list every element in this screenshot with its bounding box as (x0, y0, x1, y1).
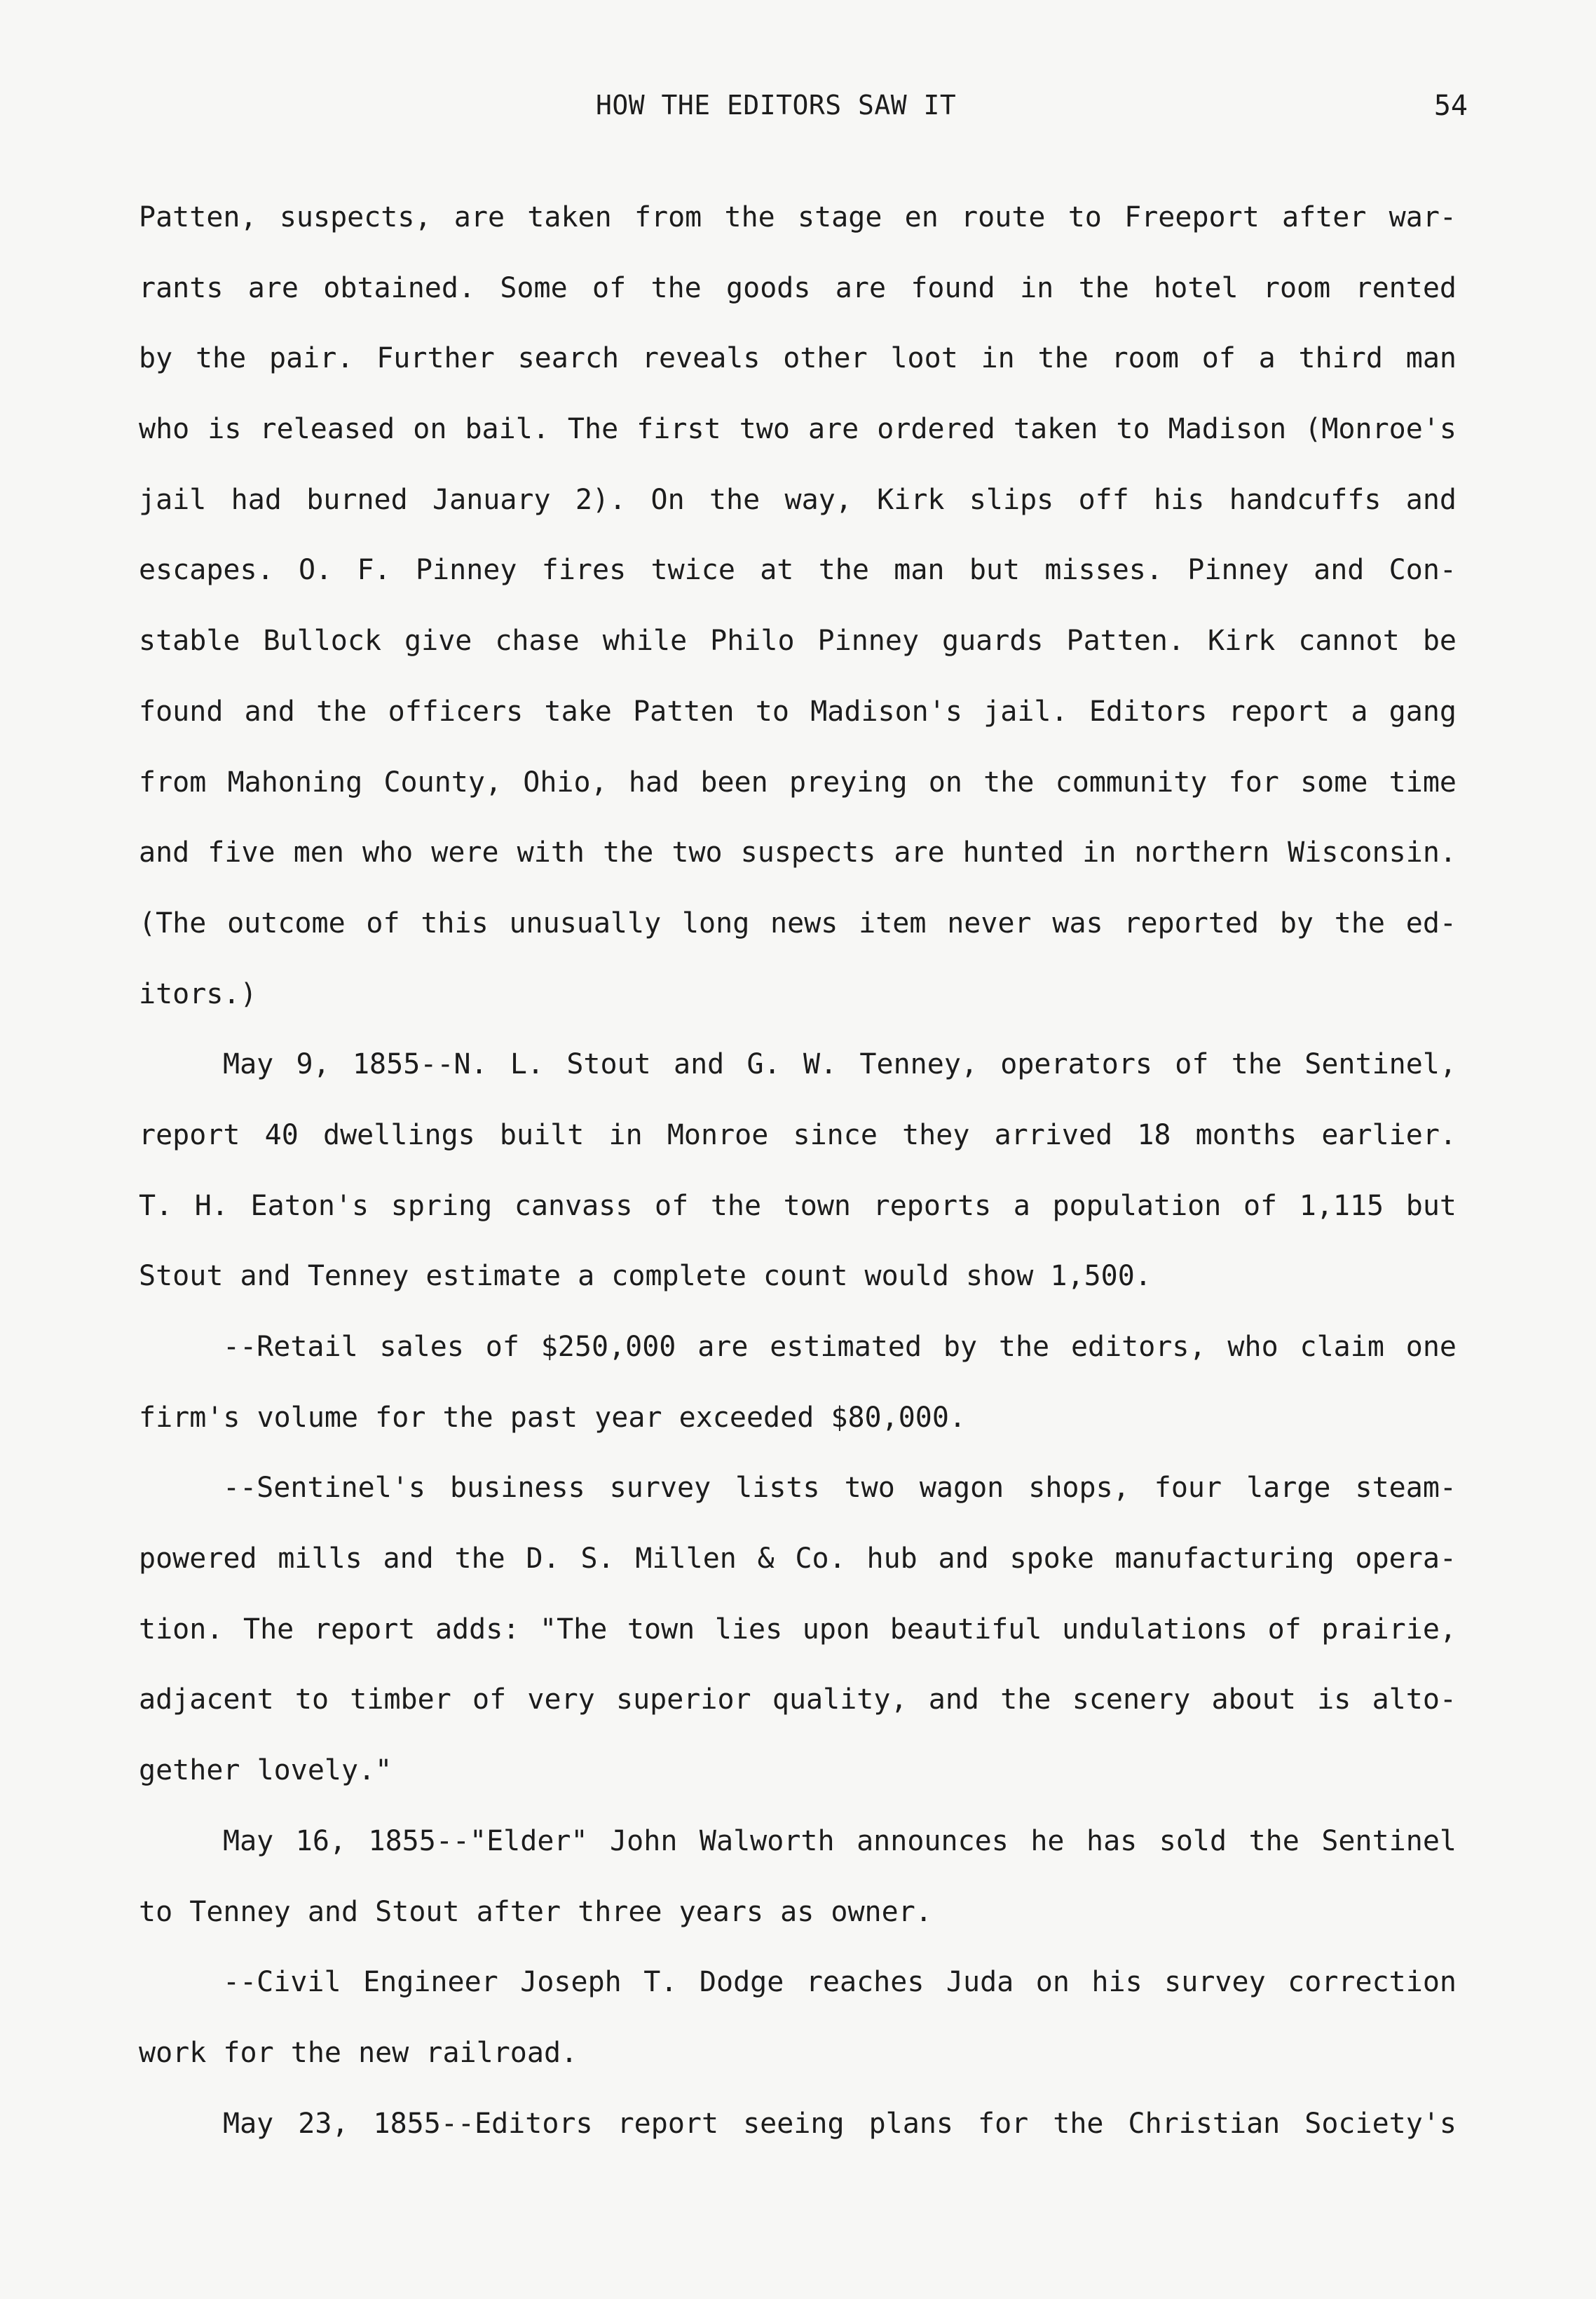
text-line: --Retail sales of $250,000 are estimated by the editors, who claim one (223, 1331, 1457, 1363)
text-line: May 23, 1855--Editors report seeing plans for the Christian Society's (223, 2107, 1457, 2140)
text-line: May 9, 1855--N. L. Stout and G. W. Tenney, operators of the Sentinel, (223, 1048, 1457, 1081)
text-line: who is released on bail. The first two are ordered taken to Madison (Monroe's (139, 413, 1457, 446)
text-line: rants are obtained. Some of the goods are found in the hotel room rented (139, 271, 1457, 304)
text-line: found and the officers take Patten to Madison's jail. Editors report a gang (139, 695, 1457, 728)
page-number: 54 (1433, 90, 1468, 122)
body-text (139, 195, 1457, 2171)
text-line: work for the new railroad. (139, 2036, 578, 2069)
text-line: firm's volume for the past year exceeded $80,000. (139, 1401, 967, 1434)
text-line: report 40 dwellings built in Monroe since they arrived 18 months earlier. (139, 1118, 1457, 1151)
text-line: --Civil Engineer Joseph T. Dodge reaches Juda on his survey correction (223, 1966, 1457, 1999)
text-line: to Tenney and Stout after three years as owner. (139, 1895, 932, 1928)
text-line: and five men who were with the two suspects are hunted in northern Wisconsin. (139, 836, 1457, 869)
text-line: escapes. O. F. Pinney fires twice at the man but misses. Pinney and Con- (139, 554, 1457, 587)
text-line: from Mahoning County, Ohio, had been preying on the community for some time (139, 766, 1457, 799)
text-line: gether lovely." (139, 1754, 393, 1787)
text-line: Patten, suspects, are taken from the stage en route to Freeport after war- (139, 201, 1457, 233)
text-line: adjacent to timber of very superior quality, and the scenery about is alto- (139, 1683, 1457, 1716)
text-line: tion. The report adds: "The town lies upon beautiful undulations of prairie, (139, 1613, 1457, 1646)
text-line: T. H. Eaton's spring canvass of the town reports a population of 1,115 but (139, 1189, 1457, 1222)
text-line: (The outcome of this unusually long news item never was reported by the ed- (139, 907, 1457, 940)
text-line: Stout and Tenney estimate a complete count would show 1,500. (139, 1260, 1152, 1293)
text-line: May 16, 1855--"Elder" John Walworth announces he has sold the Sentinel (223, 1824, 1457, 1857)
text-line: powered mills and the D. S. Millen & Co. hub and spoke manufacturing opera- (139, 1542, 1457, 1575)
text-line: stable Bullock give chase while Philo Pinney guards Patten. Kirk cannot be (139, 625, 1457, 658)
text-line: itors.) (139, 977, 257, 1010)
text-line: --Sentinel's business survey lists two wagon shops, four large steam- (223, 1472, 1457, 1505)
text-line: by the pair. Further search reveals other loot in the room of a third man (139, 342, 1457, 375)
text-line: jail had burned January 2). On the way, Kirk slips off his handcuffs and (139, 483, 1457, 516)
running-title: HOW THE EDITORS SAW IT (596, 90, 957, 121)
